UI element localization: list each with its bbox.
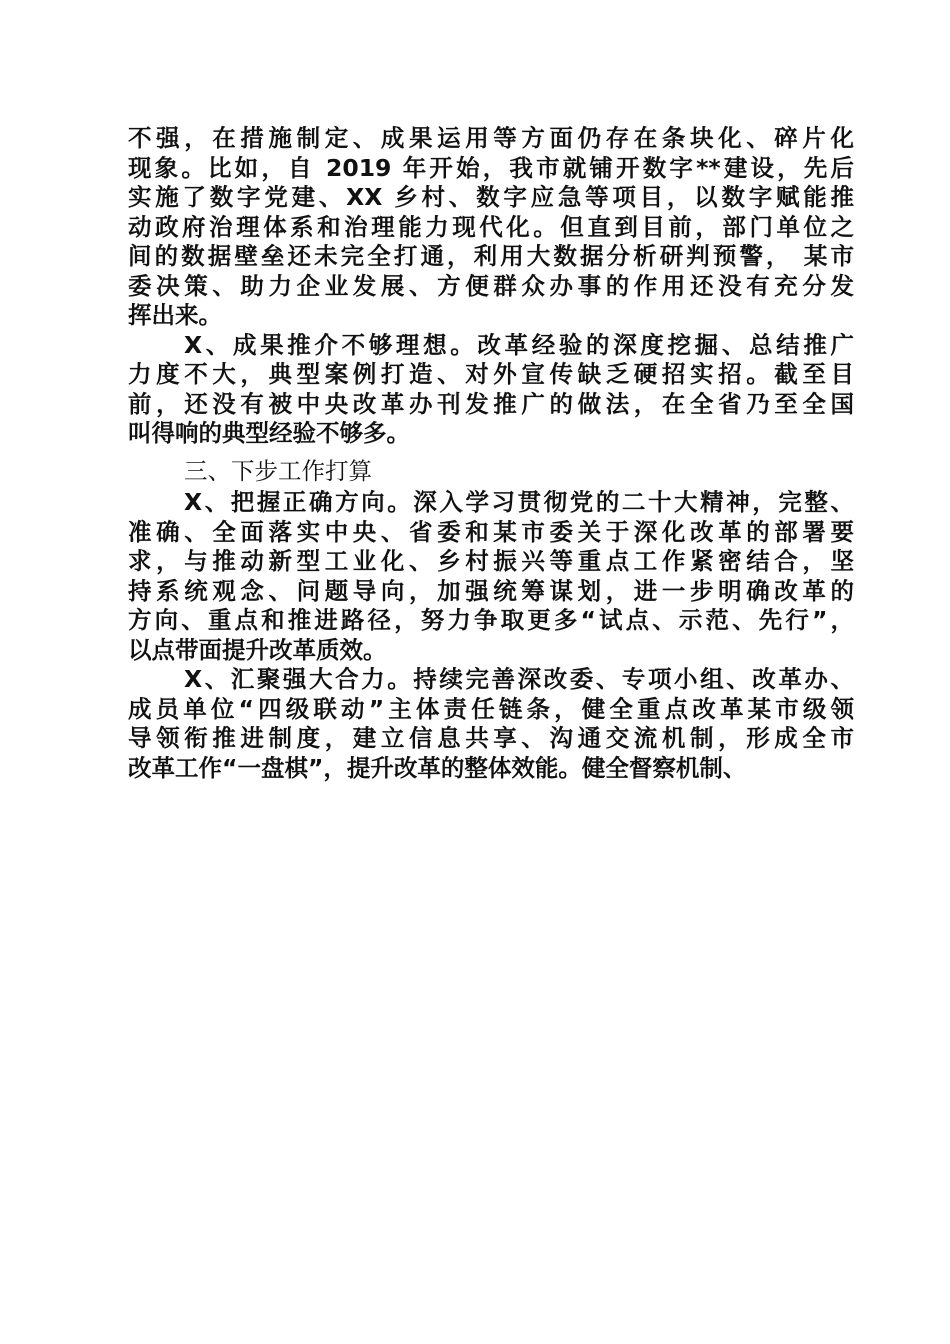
text-line: 不强，在措施制定、成果运用等方面仍存在条块化、碎片化 bbox=[128, 124, 854, 152]
text-line: 成员单位“四级联动”主体责任链条，健全重点改革某市级领 bbox=[128, 694, 854, 723]
text-line: 以点带面提升改革质效。 bbox=[128, 635, 387, 664]
text-line: 导领衔推进制度，建立信息共享、沟通交流机制，形成全市 bbox=[128, 724, 854, 752]
paragraph bbox=[128, 331, 854, 449]
text-line: 挥出来。 bbox=[128, 301, 222, 329]
text-line: 前，还没有被中央改革办刊发推广的做法，在全省乃至全国 bbox=[128, 389, 854, 418]
text-line: 实施了数字党建、XX 乡村、数字应急等项目，以数字赋能推 bbox=[128, 183, 854, 211]
paragraph bbox=[128, 488, 854, 665]
text-line: 准确、全面落实中央、省委和某市委关于深化改革的部署要 bbox=[128, 517, 854, 546]
text-line: 求，与推动新型工业化、乡村振兴等重点工作紧密结合，坚 bbox=[128, 547, 854, 575]
paragraph bbox=[128, 665, 854, 783]
text-line: 力度不大，典型案例打造、对外宣传缺乏硬招实招。截至目 bbox=[128, 360, 854, 388]
text-line: 委决策、助力企业发展、方便群众办事的作用还没有充分发 bbox=[128, 271, 854, 300]
text-line: X、汇聚强大合力。持续完善深改委、专项小组、改革办、 bbox=[184, 665, 854, 693]
text-line: 持系统观念、问题导向，加强统筹谋划，进一步明确改革的 bbox=[128, 576, 854, 605]
text-line: 改革工作“一盘棋”，提升改革的整体效能。健全督察机制、 bbox=[128, 753, 747, 782]
text-line: X、成果推介不够理想。改革经验的深度挖掘、总结推广 bbox=[184, 330, 854, 359]
document-body bbox=[128, 124, 854, 783]
text-line: 动政府治理体系和治理能力现代化。但直到目前，部门单位之 bbox=[128, 212, 854, 241]
section-heading: 三、下步工作打算 bbox=[184, 456, 372, 485]
text-line: 叫得响的典型经验不够多。 bbox=[128, 419, 410, 447]
text-line: X、把握正确方向。深入学习贯彻党的二十大精神，完整、 bbox=[184, 488, 854, 516]
text-line: 方向、重点和推进路径，努力争取更多“试点、示范、先行”， bbox=[128, 606, 854, 634]
text-line: 现象。比如，自 2019 年开始，我市就铺开数字**建设，先后 bbox=[128, 153, 854, 182]
text-line: 间的数据壁垒还未完全打通，利用大数据分析研判预警， 某市 bbox=[128, 242, 854, 270]
paragraph bbox=[128, 124, 854, 331]
